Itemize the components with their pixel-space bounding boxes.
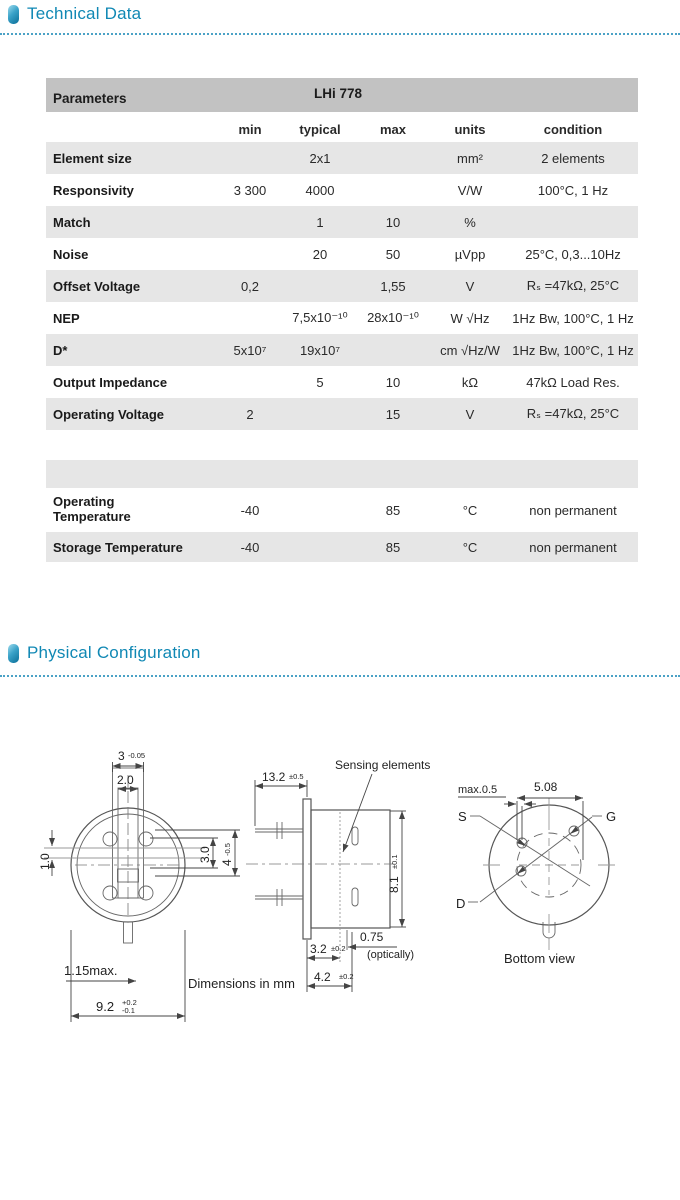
col-max: max — [379, 122, 407, 137]
section-title: Physical Configuration — [27, 643, 201, 662]
env-table — [46, 460, 638, 562]
min-cell: 5x10⁷ — [233, 342, 267, 358]
dimensions-caption: Dimensions in mm — [188, 976, 295, 991]
pin-hole — [103, 832, 117, 846]
pin-hole — [139, 886, 153, 900]
min-cell: 0,2 — [240, 278, 260, 294]
table-row — [46, 366, 638, 398]
max-cell: 85 — [385, 539, 401, 555]
min-cell: 2 — [246, 406, 254, 422]
condition-cell: Rₛ =47kΩ, 25°C — [526, 406, 620, 421]
section-title: Technical Data — [27, 4, 142, 23]
side-detail — [352, 888, 358, 906]
side-detail — [352, 827, 358, 845]
col-spacer — [46, 137, 214, 142]
units-cell: V — [465, 406, 475, 422]
param-cell: Operating Voltage — [53, 406, 164, 422]
typical-cell: 5 — [316, 374, 324, 390]
typical-cell: 2x1 — [309, 150, 331, 166]
dim-tolerance: +0.2 — [122, 998, 137, 1007]
typical-cell: 1 — [316, 214, 324, 230]
dim-label-group — [198, 846, 212, 863]
units-cell: kΩ — [461, 374, 479, 390]
units-cell: cm √Hz/W — [440, 342, 500, 358]
min-cell: -40 — [240, 502, 260, 518]
dim-label-group — [387, 854, 401, 893]
pin-hole — [139, 832, 153, 846]
param-cell: Output Impedance — [53, 374, 168, 390]
max-cell: 85 — [385, 502, 401, 518]
condition-cell: 1Hz Bw, 100°C, 1 Hz — [512, 310, 634, 326]
dim-label: 8.1 — [387, 876, 401, 893]
param-cell: Operating Temperature — [53, 494, 131, 524]
dim-label: 2.0 — [117, 773, 134, 787]
dim-label-group — [220, 843, 234, 866]
param-cell: NEP — [53, 310, 80, 326]
min-cell: -40 — [240, 539, 260, 555]
env-table-header-band — [46, 460, 638, 488]
dim-label: 13.2 — [262, 770, 286, 784]
dim-label-group — [38, 853, 52, 870]
dim-tolerance: -0.1 — [122, 1006, 135, 1015]
max-cell: 28x10⁻¹⁰ — [367, 310, 419, 325]
table-row — [46, 488, 638, 532]
parameters-header: Parameters — [53, 91, 127, 106]
max-cell: 10 — [385, 374, 401, 390]
dim-tolerance: ±0.2 — [339, 972, 354, 981]
param-cell: Noise — [53, 246, 89, 262]
condition-cell: 2 elements — [541, 150, 605, 166]
units-cell: W √Hz — [450, 310, 490, 326]
leader-line — [343, 774, 372, 852]
dim-tolerance: ±0.2 — [331, 944, 346, 953]
units-cell: mm² — [457, 150, 483, 166]
dim-label: 1.0 — [38, 853, 52, 870]
units-cell: % — [464, 214, 476, 230]
dim-label: 4.2 — [314, 970, 331, 984]
spec-table — [46, 78, 638, 430]
units-cell: °C — [462, 502, 478, 518]
table-row — [46, 532, 638, 562]
dim-label: 5.08 — [534, 780, 558, 794]
dim-label: max.0.5 — [458, 784, 498, 796]
pin-label-s: S — [458, 809, 467, 824]
col-condition: condition — [543, 122, 603, 137]
dim-tolerance: -0.05 — [128, 751, 146, 760]
dim-label: 9.2 — [96, 999, 115, 1014]
dim-tolerance: -0.5 — [223, 843, 232, 856]
param-cell: Responsivity — [53, 182, 134, 198]
condition-cell: non permanent — [529, 539, 617, 555]
dim-label: 1.15max. — [64, 963, 118, 978]
technical-drawings — [30, 730, 680, 1040]
param-cell: Match — [53, 214, 91, 230]
units-cell: V/W — [457, 182, 483, 198]
max-cell: 15 — [385, 406, 401, 422]
param-cell: Element size — [53, 150, 132, 166]
condition-cell: non permanent — [529, 502, 617, 518]
table-row — [46, 270, 638, 302]
table-row — [46, 334, 638, 366]
condition-cell: 100°C, 1 Hz — [537, 182, 609, 198]
condition-cell: Rₛ =47kΩ, 25°C — [526, 278, 620, 293]
dim-note: (optically) — [367, 949, 415, 961]
dotted-divider — [0, 33, 680, 35]
units-cell: µVpp — [454, 246, 486, 262]
bottom-view-drawing — [456, 780, 616, 966]
units-cell: °C — [462, 539, 478, 555]
col-min: min — [238, 122, 262, 137]
pin-label-g: G — [606, 809, 617, 824]
max-cell: 1,55 — [380, 278, 406, 294]
units-cell: V — [465, 278, 475, 294]
col-typical: typical — [299, 122, 341, 137]
section-accent-icon — [8, 644, 19, 663]
dim-label: 3.0 — [198, 846, 212, 863]
section-accent-icon — [8, 5, 19, 24]
condition-cell: 1Hz Bw, 100°C, 1 Hz — [512, 342, 634, 358]
typical-cell: 20 — [312, 246, 328, 262]
param-cell: Storage Temperature — [53, 539, 183, 555]
table-row — [46, 142, 638, 174]
typical-cell: 7,5x10⁻¹⁰ — [292, 310, 348, 325]
pin-label-d: D — [456, 896, 466, 911]
dim-tolerance: ±0.5 — [289, 772, 304, 781]
can-body — [311, 810, 390, 928]
table-row — [46, 174, 638, 206]
table-row — [46, 206, 638, 238]
min-cell: 3 300 — [233, 182, 267, 198]
flange — [303, 799, 311, 939]
sensing-elements-label: Sensing elements — [335, 758, 431, 772]
max-cell: 50 — [385, 246, 401, 262]
column-header-row — [46, 112, 638, 142]
max-cell: 10 — [385, 214, 401, 230]
typical-cell: 19x10⁷ — [299, 342, 341, 358]
condition-cell: 25°C, 0,3...10Hz — [525, 246, 621, 262]
dim-label: 3.2 — [310, 942, 327, 956]
param-cell: Offset Voltage — [53, 278, 141, 294]
locating-tab — [124, 922, 133, 943]
param-cell: D* — [53, 342, 68, 358]
dotted-divider — [0, 675, 680, 677]
col-units: units — [454, 122, 486, 137]
pin-hole — [103, 886, 117, 900]
dim-tolerance: ±0.1 — [390, 854, 399, 869]
table-row — [46, 302, 638, 334]
bottom-view-caption: Bottom view — [504, 951, 575, 966]
dim-label: 4 — [220, 859, 234, 866]
leader-line-s — [480, 816, 590, 886]
typical-cell: 4000 — [305, 182, 335, 198]
product-name: LHi 778 — [313, 86, 363, 101]
dim-label: 0.75 — [360, 930, 384, 944]
condition-cell: 47kΩ Load Res. — [526, 374, 620, 390]
table-row — [46, 238, 638, 270]
spec-table-header-band — [46, 78, 638, 112]
dim-label: 3 — [118, 749, 125, 763]
table-row — [46, 398, 638, 430]
side-view-drawing — [188, 758, 430, 992]
